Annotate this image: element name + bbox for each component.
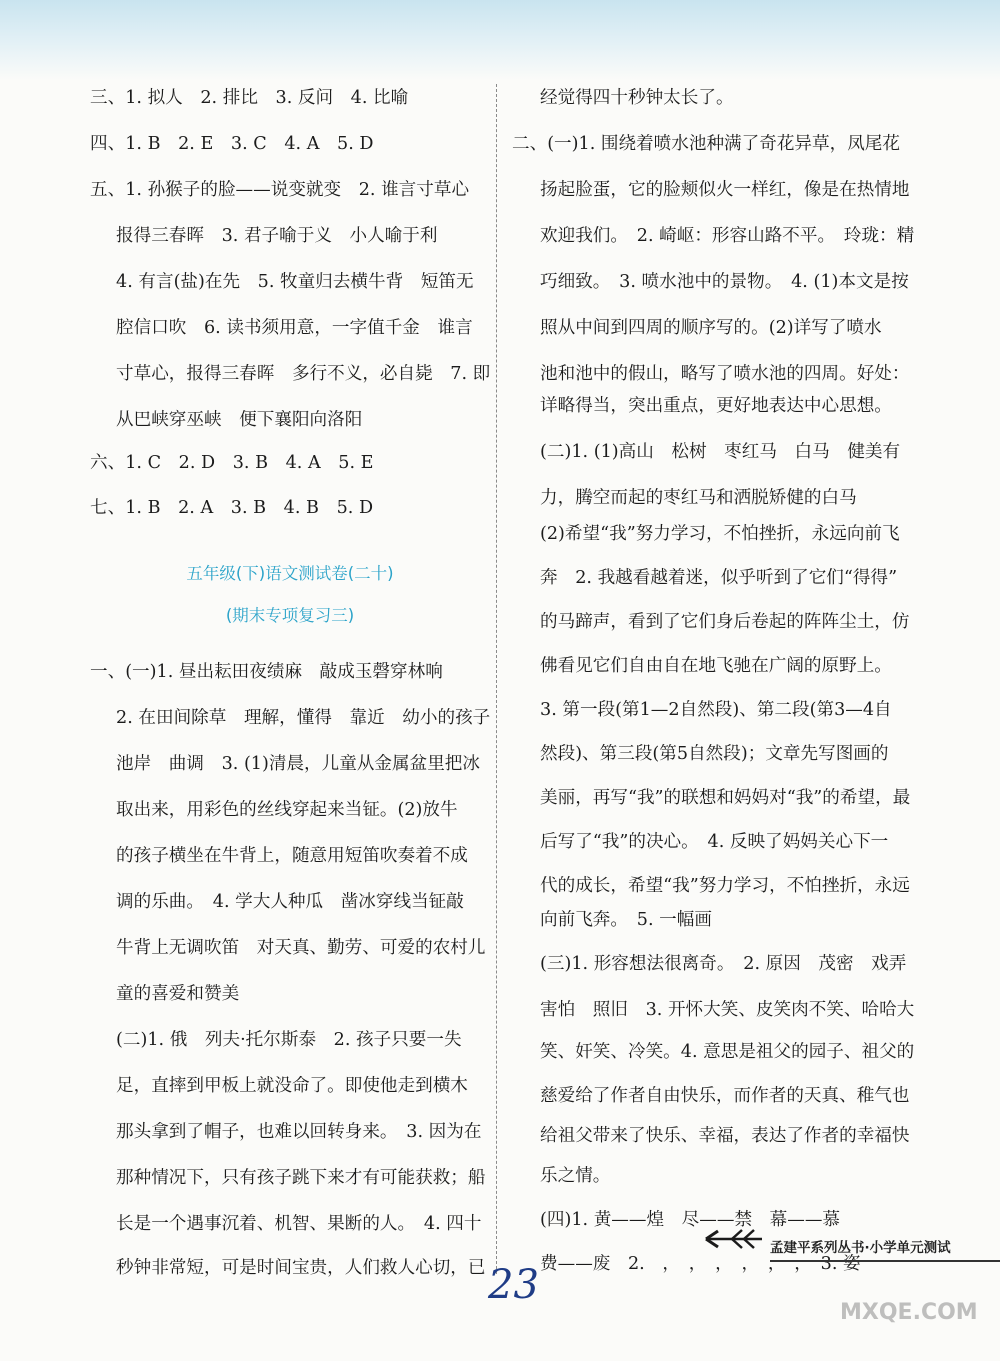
answer-line: 向前飞奔。 5. 一幅画 <box>540 910 712 930</box>
footer-rule <box>770 1260 1000 1262</box>
answer-line: 池和池中的假山，略写了喷水池的四周。好处： <box>540 364 910 384</box>
answer-line: 费——废 2. ， ， ， ， ， ， 3. 姿 <box>540 1254 861 1274</box>
answer-line: 童的喜爱和赞美 <box>116 984 240 1004</box>
answer-line: 六、1. C 2. D 3. B 4. A 5. E <box>90 453 374 473</box>
section-subtitle: (期末专项复习三) <box>225 606 355 625</box>
column-divider <box>496 84 497 1274</box>
answer-line: 害怕 照旧 3. 开怀大笑、皮笑肉不笑、哈哈大 <box>540 1000 915 1020</box>
answer-line: 的孩子横坐在牛背上，随意用短笛吹奏着不成 <box>116 846 468 866</box>
answer-line: 三、1. 拟人 2. 排比 3. 反问 4. 比喻 <box>90 88 409 108</box>
answer-line: 秒钟非常短，可是时间宝贵，人们救人心切，已 <box>116 1258 486 1278</box>
answer-line: (二)1. 俄 列夫·托尔斯泰 2. 孩子只要一失 <box>116 1030 462 1050</box>
answer-line: 笑、奸笑、冷笑。4. 意思是祖父的园子、祖父的 <box>540 1042 915 1062</box>
answer-line: 腔信口吹 6. 读书须用意，一字值千金 谁言 <box>116 318 473 338</box>
answer-line: (二)1. (1)高山 松树 枣红马 白马 健美有 <box>540 442 901 462</box>
answer-line: 七、1. B 2. A 3. B 4. B 5. D <box>90 498 374 518</box>
answer-line: 给祖父带来了快乐、幸福，表达了作者的幸福快 <box>540 1126 910 1146</box>
answer-line: 乐之情。 <box>540 1166 611 1186</box>
answer-line: 二、(一)1. 围绕着喷水池种满了奇花异草，凤尾花 <box>512 134 900 154</box>
answer-line: 足，直摔到甲板上就没命了。即使他走到横木 <box>116 1076 468 1096</box>
answer-line: 五、1. 孙猴子的脸——说变就变 2. 谁言寸草心 <box>90 180 470 200</box>
answer-line: 牛背上无调吹笛 对天真、勤劳、可爱的农村儿 <box>116 938 486 958</box>
answer-line: 奔 2. 我越看越着迷，似乎听到了它们“得得” <box>540 568 898 588</box>
answer-line: 长是一个遇事沉着、机智、果断的人。 4. 四十 <box>116 1214 482 1234</box>
answer-line: 的马蹄声，看到了它们身后卷起的阵阵尘土，仿 <box>540 612 910 632</box>
answer-line: 池岸 曲调 3. (1)清晨，儿童从金属盆里把冰 <box>116 754 480 774</box>
footer-series-title: 孟建平系列丛书·小学单元测试 <box>770 1240 951 1256</box>
answer-line: 从巴峡穿巫峡 便下襄阳向洛阳 <box>116 410 363 430</box>
answer-line: 3. 第一段(第1—2自然段)、第二段(第3—4自 <box>540 700 892 720</box>
answer-line: 力，腾空而起的枣红马和洒脱矫健的白马 <box>540 488 857 508</box>
answer-line: 取出来，用彩色的丝线穿起来当钲。(2)放牛 <box>116 800 458 820</box>
answer-line: (四)1. 黄——煌 尽——禁 幕——慕 <box>540 1210 841 1230</box>
answer-line: 代的成长，希望“我”努力学习，不怕挫折，永远 <box>540 876 910 896</box>
answer-line: 报得三春晖 3. 君子喻于义 小人喻于利 <box>116 226 438 246</box>
answer-line: 那头拿到了帽子，也难以回转身来。 3. 因为在 <box>116 1122 482 1142</box>
answer-line: 2. 在田间除草 理解，懂得 靠近 幼小的孩子 <box>116 708 491 728</box>
answer-line: 欢迎我们。 2. 崎岖：形容山路不平。 玲珑：精 <box>540 226 915 246</box>
watermark: MXQE.COM <box>840 1300 978 1325</box>
answer-line: 慈爱给了作者自由快乐，而作者的天真、稚气也 <box>540 1086 910 1106</box>
top-color-band <box>0 0 1000 80</box>
answer-line: 然段)、第三段(第5自然段)；文章先写图画的 <box>540 744 889 764</box>
footer-banner <box>700 1226 1000 1266</box>
answer-line: 佛看见它们自由自在地飞驰在广阔的原野上。 <box>540 656 892 676</box>
answer-line: 后写了“我”的决心。 4. 反映了妈妈关心下一 <box>540 832 889 852</box>
answer-line: 巧细致。 3. 喷水池中的景物。 4. (1)本文是按 <box>540 272 909 292</box>
answer-line: (三)1. 形容想法很离奇。 2. 原因 茂密 戏弄 <box>540 954 907 974</box>
answer-line: 扬起脸蛋，它的脸颊似火一样红，像是在热情地 <box>540 180 910 200</box>
arrow-left-icon <box>704 1226 764 1252</box>
answer-line: 一、(一)1. 昼出耘田夜绩麻 敲成玉磬穿林响 <box>90 662 443 682</box>
answer-line: 经觉得四十秒钟太长了。 <box>540 88 734 108</box>
answer-line: (2)希望“我”努力学习，不怕挫折，永远向前飞 <box>540 524 900 544</box>
page-number: 23 <box>488 1262 539 1308</box>
answer-line: 那种情况下，只有孩子跳下来才有可能获救；船 <box>116 1168 486 1188</box>
section-title: 五年级(下)语文测试卷(二十) <box>186 564 394 583</box>
answer-line: 美丽，再写“我”的联想和妈妈对“我”的希望，最 <box>540 788 911 808</box>
answer-line: 4. 有言(盐)在先 5. 牧童归去横牛背 短笛无 <box>116 272 474 292</box>
answer-line: 四、1. B 2. E 3. C 4. A 5. D <box>90 134 374 154</box>
answer-line: 寸草心，报得三春晖 多行不义，必自毙 7. 即 <box>116 364 491 384</box>
answer-line: 调的乐曲。 4. 学大人种瓜 凿冰穿线当钲敲 <box>116 892 464 912</box>
answer-line: 详略得当，突出重点，更好地表达中心思想。 <box>540 396 892 416</box>
answer-line: 照从中间到四周的顺序写的。(2)详写了喷水 <box>540 318 882 338</box>
